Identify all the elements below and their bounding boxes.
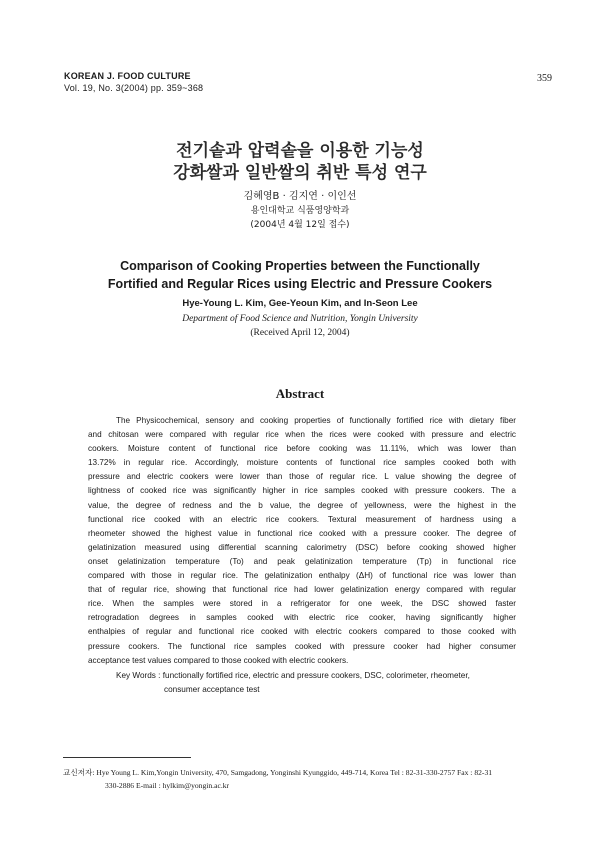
abstract-line: The Physicochemical, sensory and cooking properties of functionally fortified rice with dietary fiber bbox=[116, 416, 516, 425]
abstract-line: compared with those in regular rice. The gelatinization enthalpy (ΔH) of functional rice was lower than bbox=[88, 571, 516, 581]
korean-title bbox=[0, 140, 600, 184]
abstract-line: lightness of cooked rice was significantly higher in rice samples cooked with pressure cookers. The a bbox=[88, 486, 516, 496]
footnote-line1: Hye Young L. Kim,Yongin University, 470, Samgadong, Yonginshi Kyunggido, 449-714, Korea Tel : 82-31-330-2757 Fax : 82-31 bbox=[96, 768, 493, 777]
abstract-line: retrogradation degrees in samples cooked with electric rice cooker, having significantly higher bbox=[88, 613, 516, 623]
footnote-line2: 330-2886 E-mail : hylkim@yongin.ac.kr bbox=[105, 781, 230, 790]
keywords bbox=[116, 669, 516, 697]
abstract-line: functional rice cooked with an electric rice cookers. Textural measurement of hardness using a bbox=[88, 514, 516, 524]
english-title-line2: Fortified and Regular Rices using Electric and Pressure Cookers bbox=[107, 277, 493, 291]
abstract-line: value, the degree of redness and the b value, the degree of yellowness, were the highest in the bbox=[88, 500, 516, 510]
abstract-line: rice. When the samples were stored in a refrigerator for one week, the DSC showed faster bbox=[88, 599, 516, 609]
english-authors: Hye-Young L. Kim, Gee-Yeoun Kim, and In-Seon Lee bbox=[182, 298, 418, 309]
abstract-line: gelatinization measured using differential scanning calorimetry (DSC) before cooking showed higher bbox=[88, 542, 516, 552]
abstract-line: enthalpies of regular and functional rice cooked with electric cookers compared to those cooked with bbox=[88, 627, 516, 637]
abstract-heading: Abstract bbox=[275, 386, 325, 401]
english-received-date: (Received April 12, 2004) bbox=[250, 328, 350, 338]
abstract-body bbox=[88, 414, 516, 668]
abstract-line: onset gelatinization temperature (To) and peak gelatinization temperature (Tp) in functional rice bbox=[88, 556, 516, 566]
abstract-line: acceptance test values compared to those cooked with electric cookers. bbox=[88, 655, 349, 665]
page-number: 359 bbox=[537, 73, 552, 84]
journal-name: KOREAN J. FOOD CULTURE bbox=[64, 71, 191, 81]
abstract-line: pressure and electric cookers were lower than those of regular rice. L value showing the degree of bbox=[88, 472, 516, 482]
abstract-line: 13.72% in regular rice. Accordingly, moisture contents of functional rice samples cooked both with bbox=[88, 458, 516, 468]
volume-info: Vol. 19, No. 3(2004) pp. 359~368 bbox=[64, 83, 204, 93]
abstract-line: that of regular rice, showing that functional rice had lower gelatinization energy compared with regular bbox=[88, 585, 516, 595]
keywords-line1: functionally fortified rice, electric and pressure cookers, DSC, colorimeter, rheometer, bbox=[162, 671, 470, 680]
english-title-line1: Comparison of Cooking Properties between the Functionally bbox=[120, 259, 480, 273]
abstract-line: rheometer showed the highest value in functional rice cooked with a pressure cooker. The degree of bbox=[88, 528, 516, 538]
footnote-divider bbox=[63, 757, 191, 758]
abstract-line: cookers. Moisture content of functional rice before cooking was 11.11%, which was lower than bbox=[88, 444, 516, 454]
journal-header bbox=[64, 70, 203, 94]
korean-authors: 김혜영B · 김지연 · 이인선 bbox=[243, 191, 357, 202]
keywords-label: Key Words : bbox=[116, 671, 161, 680]
korean-received-date: (2004년 4월 12일 접수) bbox=[250, 220, 350, 230]
keywords-line2: consumer acceptance test bbox=[164, 685, 260, 695]
footnote-label: 교신저자: bbox=[63, 768, 95, 777]
korean-title-line1: 전기솥과 압력솥을 이용한 기능성 bbox=[176, 141, 424, 161]
abstract-line: pressure cookers. The functional rice samples cooked with pressure cooker had higher consumer bbox=[88, 641, 516, 651]
abstract-line: and chitosan were compared with regular rice when the rices were cooked with pressure and electric bbox=[88, 430, 516, 440]
english-affiliation: Department of Food Science and Nutrition, Yongin University bbox=[182, 314, 418, 324]
korean-title-line2: 강화쌀과 일반쌀의 취반 특성 연구 bbox=[173, 163, 427, 183]
korean-affiliation: 용인대학교 식품영양학과 bbox=[250, 206, 350, 216]
english-title bbox=[0, 257, 600, 293]
corresponding-author-footnote bbox=[63, 766, 543, 792]
